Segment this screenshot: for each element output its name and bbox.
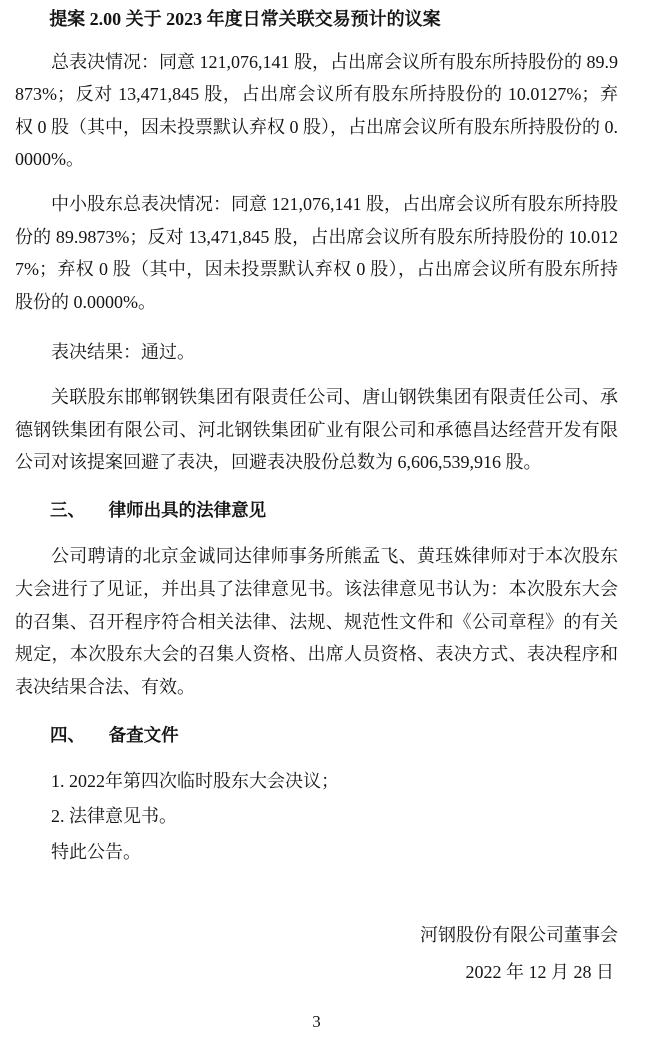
minority-vote-paragraph: 中小股东总表决情况：同意 121,076,141 股，占出席会议所有股东所持股份的 89.9873%；反对 13,471,845 股，占出席会议所有股东所持股份的 10.0127%；弃权 0 股（其中，因未投票默认弃权 0 股），占出席会议所有股东所持股份的 0.0000%。 [15, 193, 618, 312]
reference-document-item-1: 1. 2022年第四次临时股东大会决议； [51, 770, 339, 791]
section-title: 备查文件 [108, 725, 179, 746]
section-number: 四、 [50, 725, 85, 746]
section-heading-reference-documents [15, 719, 618, 752]
legal-opinion-paragraph: 公司聘请的北京金诚同达律师事务所熊孟飞、黄珏姝律师对于本次股东大会进行了见证，并出具了法律意见书。该法律意见书认为：本次股东大会的召集、召开程序符合相关法律、法规、规范性文件和《公司章程》的有关规定，本次股东大会的召集人资格、出席人员资格、表决方式、表决程序和表决结果合法、有效。 [15, 546, 618, 697]
signature-date: 2022 年 12 月 28 日 [465, 962, 614, 983]
proposal-title: 提案 2.00 关于 2023 年度日常关联交易预计的议案 [49, 9, 441, 29]
page-number: 3 [312, 1012, 321, 1031]
vote-result: 表决结果：通过。 [51, 342, 195, 363]
closing-statement: 特此公告。 [51, 842, 141, 863]
signature-company: 河钢股份有限公司董事会 [420, 924, 618, 945]
signature-block [15, 919, 618, 989]
section-number: 三、 [50, 499, 85, 520]
abstention-paragraph: 关联股东邯郸钢铁集团有限责任公司、唐山钢铁集团有限责任公司、承德钢铁集团有限公司、河北钢铁集团矿业有限公司和承德昌达经营开发有限公司对该提案回避了表决，回避表决股份总数为 6,606,539,916 股。 [15, 386, 618, 473]
reference-document-item-2: 2. 法律意见书。 [51, 806, 177, 827]
section-title: 律师出具的法律意见 [108, 499, 267, 520]
section-heading-legal-opinion [15, 494, 618, 527]
total-vote-paragraph: 总表决情况：同意 121,076,141 股，占出席会议所有股东所持股份的 89.9873%；反对 13,471,845 股，占出席会议所有股东所持股份的 10.0127%；弃权 0 股（其中，因未投票默认弃权 0 股），占出席会议所有股东所持股份的 0.0000%。 [15, 51, 618, 170]
